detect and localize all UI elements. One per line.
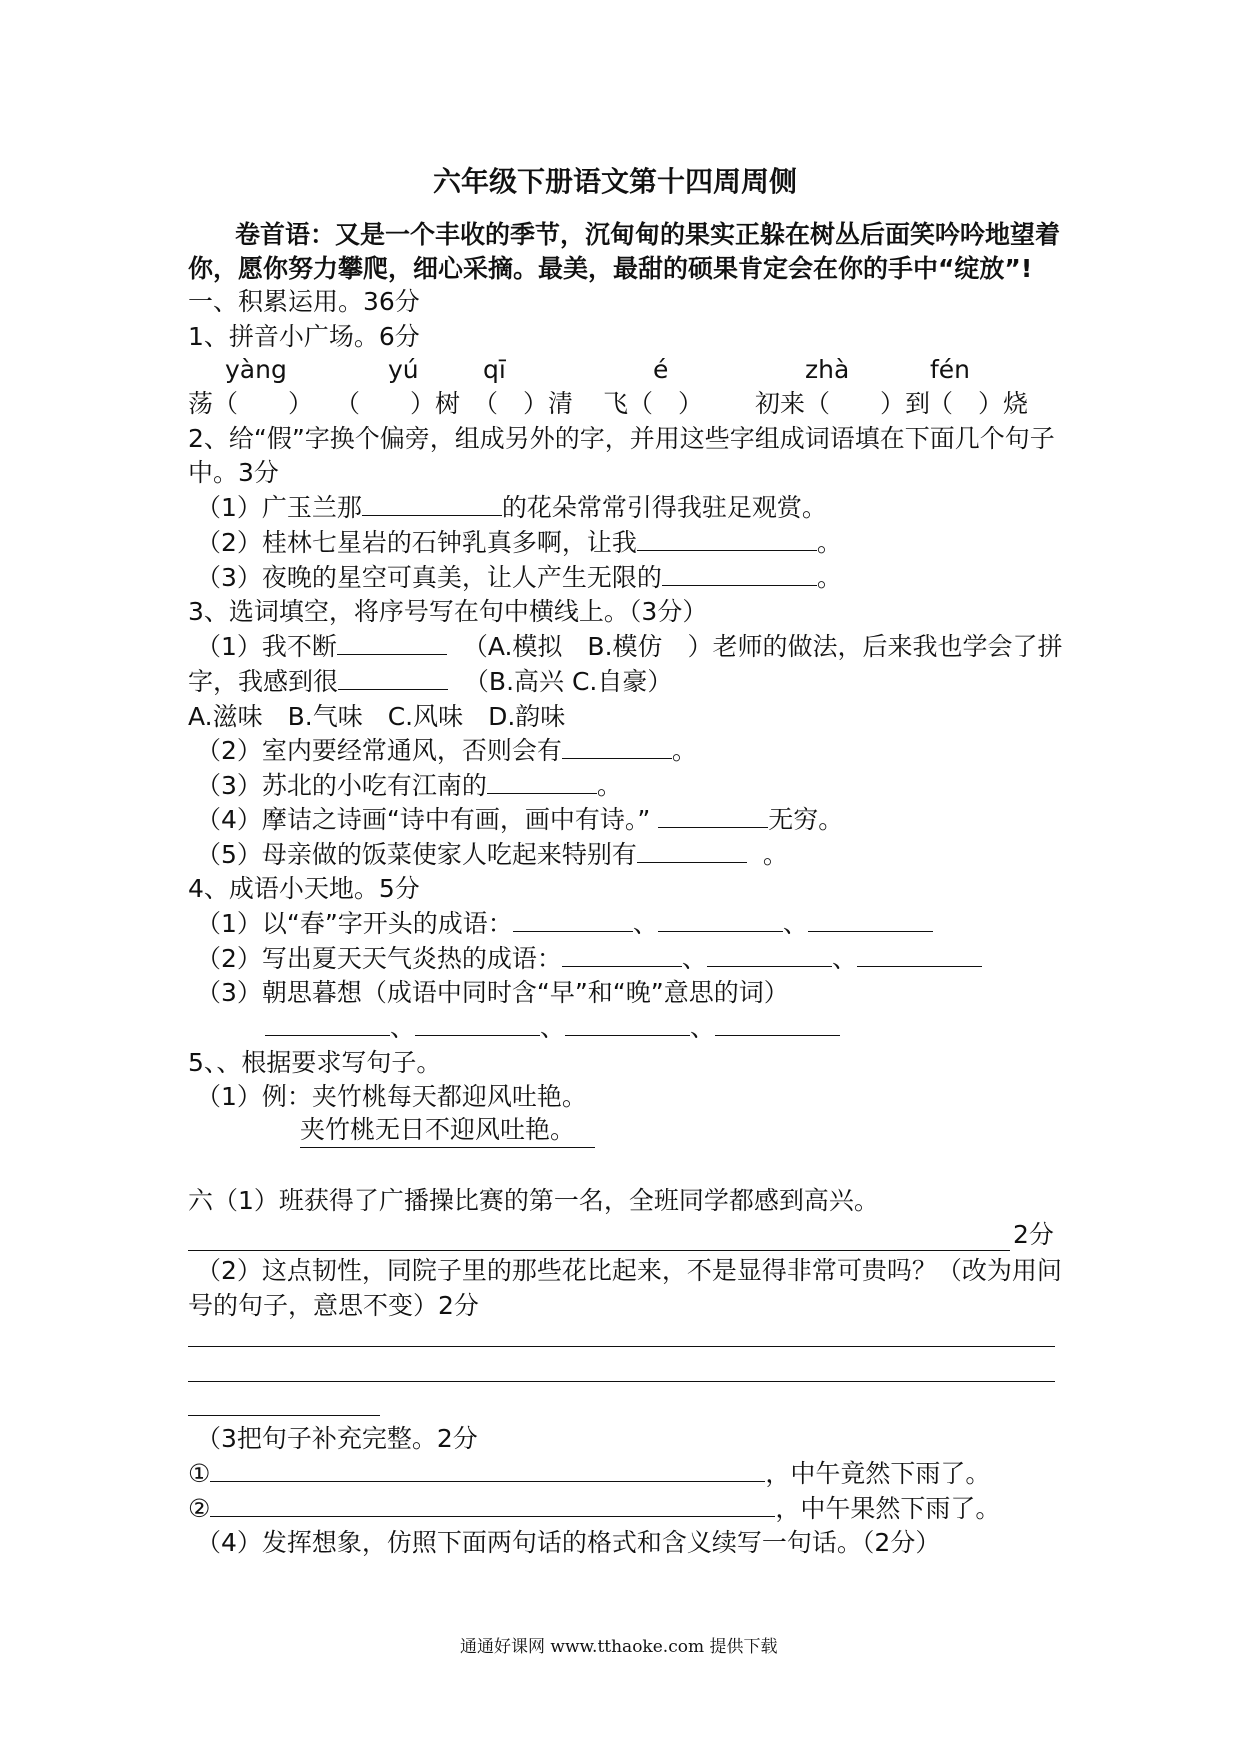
q3-s1-c: 字，我感到很 bbox=[188, 667, 339, 696]
q5-s3-item2-num: ② bbox=[188, 1494, 211, 1523]
q4-s2-blank-2[interactable] bbox=[707, 942, 832, 967]
q5-example-answer: 夹竹桃无日不迎风吐艳。 bbox=[300, 1113, 595, 1148]
q3-sentence-1b bbox=[188, 665, 672, 699]
q4-s1: （1）以“春”字开头的成语： bbox=[196, 909, 513, 938]
q4-sep: 、 bbox=[390, 1013, 416, 1042]
q3-sentence-1a bbox=[196, 630, 1063, 664]
q4-sentence-3-blanks bbox=[265, 1011, 840, 1045]
q3-s1-a: （1）我不断 bbox=[196, 632, 337, 661]
pinyin-3: qī bbox=[483, 355, 506, 384]
page-footer: 通通好课网 www.tthaoke.com 提供下载 bbox=[460, 1637, 778, 1657]
q5-s3-item-2 bbox=[188, 1492, 1000, 1526]
q3-s3-pre: （3）苏北的小吃有江南的 bbox=[196, 771, 487, 800]
q4-sep: 、 bbox=[681, 944, 707, 973]
preface-line-1: 卷首语：又是一个丰收的季节，沉甸甸的果实正躲在树丛后面笑吟吟地望着 bbox=[235, 220, 1061, 249]
pinyin-4: é bbox=[653, 355, 669, 384]
preface-line-2: 你，愿你努力攀爬，细心采摘。最美，最甜的硕果肯定会在你的手中“绽放”! bbox=[188, 254, 1033, 283]
q4-heading: 4、成语小天地。5分 bbox=[188, 874, 420, 903]
q4-sentence-2 bbox=[196, 942, 982, 976]
q3-s3-blank[interactable] bbox=[487, 769, 597, 794]
q3-s4-post: 无穷。 bbox=[768, 805, 844, 834]
q5-points: 2分 bbox=[1013, 1220, 1054, 1249]
q4-s1-blank-3[interactable] bbox=[808, 907, 933, 932]
q4-sep: 、 bbox=[540, 1013, 566, 1042]
q3-s2-pre: （2）室内要经常通风，否则会有 bbox=[196, 736, 562, 765]
q4-s3-blank-4[interactable] bbox=[715, 1011, 840, 1036]
q5-s3-item1-blank[interactable] bbox=[210, 1457, 765, 1482]
q4-sep: 、 bbox=[632, 909, 658, 938]
q3-options: A.滋味 B.气味 C.风味 D.韵味 bbox=[188, 702, 566, 731]
q2-heading-b: 中。3分 bbox=[188, 458, 279, 487]
q4-sentence-1 bbox=[196, 907, 933, 941]
q3-s2-blank[interactable] bbox=[562, 734, 672, 759]
section-1-heading: 一、积累运用。36分 bbox=[188, 287, 420, 316]
q2-s1-pre: （1）广玉兰那 bbox=[196, 493, 362, 522]
q4-s2-blank-3[interactable] bbox=[857, 942, 982, 967]
q4-s1-blank-2[interactable] bbox=[658, 907, 783, 932]
pinyin-1: yàng bbox=[225, 355, 287, 384]
q5-s3-item-1 bbox=[188, 1457, 990, 1491]
q2-s3-blank[interactable] bbox=[662, 561, 817, 586]
q3-s4-pre: （4）摩诘之诗画“诗中有画，画中有诗。” bbox=[196, 805, 651, 834]
q2-sentence-1 bbox=[196, 491, 827, 525]
q2-sentence-3 bbox=[196, 561, 842, 595]
q3-s4-blank[interactable] bbox=[658, 803, 768, 828]
q3-sentence-4 bbox=[196, 803, 843, 837]
q1-item-2: （ ）树 bbox=[335, 389, 461, 418]
q4-sep: 、 bbox=[831, 944, 857, 973]
q5-s2-answer-line-2[interactable] bbox=[188, 1381, 1055, 1382]
q5-s3-item2-blank[interactable] bbox=[210, 1492, 775, 1517]
q3-sentence-5 bbox=[196, 838, 788, 872]
q1-heading: 1、拼音小广场。6分 bbox=[188, 322, 420, 351]
q3-sentence-3 bbox=[196, 769, 622, 803]
pinyin-5: zhà bbox=[805, 355, 850, 384]
q4-s2: （2）写出夏天天气炎热的成语： bbox=[196, 944, 562, 973]
q3-s1-blank-2[interactable] bbox=[338, 665, 448, 690]
q1-item-6: （ ）烧 bbox=[928, 389, 1029, 418]
q3-s3-post: 。 bbox=[596, 771, 622, 800]
q5-sentence: 六（1）班获得了广播操比赛的第一名，全班同学都感到高兴。 bbox=[188, 1186, 879, 1215]
q2-s1-post: 的花朵常常引得我驻足观赏。 bbox=[501, 493, 827, 522]
q3-s1-blank-1[interactable] bbox=[337, 630, 447, 655]
q3-s5-post: 。 bbox=[762, 840, 788, 869]
q5-heading: 5、、根据要求写句子。 bbox=[188, 1048, 442, 1077]
q2-s2-blank[interactable] bbox=[637, 526, 817, 551]
q3-s1-d: （B.高兴 C.自豪） bbox=[463, 667, 673, 696]
q5-s2-line-b: 号的句子，意思不变）2分 bbox=[188, 1291, 479, 1320]
q5-s2-answer-line-3[interactable] bbox=[188, 1415, 380, 1416]
q1-item-5: 初来（ ）到 bbox=[755, 389, 931, 418]
q2-s3-pre: （3）夜晚的星空可真美，让人产生无限的 bbox=[196, 563, 662, 592]
q5-s3-item1-post: ，中午竟然下雨了。 bbox=[765, 1459, 991, 1488]
q4-sentence-3: （3）朝思暮想（成语中同时含“早”和“晚”意思的词） bbox=[196, 978, 789, 1007]
q1-item-1: 荡（ ） bbox=[188, 389, 314, 418]
q4-sep: 、 bbox=[690, 1013, 716, 1042]
q3-s2-post: 。 bbox=[671, 736, 697, 765]
q5-s4: （4）发挥想象，仿照下面两句话的格式和含义续写一句话。（2分） bbox=[196, 1528, 941, 1557]
q4-s3-blank-1[interactable] bbox=[265, 1011, 390, 1036]
q2-s2-post: 。 bbox=[816, 528, 842, 557]
pinyin-2: yú bbox=[388, 355, 419, 384]
q2-s3-post: 。 bbox=[816, 563, 842, 592]
q2-heading-a: 2、给“假”字换个偏旁，组成另外的字，并用这些字组成词语填在下面几个句子 bbox=[188, 424, 1055, 453]
q3-heading: 3、选词填空，将序号写在句中横线上。（3分） bbox=[188, 597, 708, 626]
pinyin-6: fén bbox=[930, 355, 971, 384]
q5-example-label: （1）例：夹竹桃每天都迎风吐艳。 bbox=[196, 1082, 587, 1111]
q3-s5-pre: （5）母亲做的饭菜使家人吃起来特别有 bbox=[196, 840, 637, 869]
q5-s3-item1-num: ① bbox=[188, 1459, 211, 1488]
q4-s2-blank-1[interactable] bbox=[562, 942, 682, 967]
q4-sep: 、 bbox=[782, 909, 808, 938]
q5-s2-line-a: （2）这点韧性，同院子里的那些花比起来，不是显得非常可贵吗？（改为用问 bbox=[196, 1256, 1062, 1285]
q1-item-4: 飞（ ） bbox=[603, 389, 704, 418]
q5-s3-heading: （3把句子补充完整。2分 bbox=[196, 1424, 478, 1453]
q4-s3-blank-2[interactable] bbox=[415, 1011, 540, 1036]
q4-s1-blank-1[interactable] bbox=[513, 907, 633, 932]
q2-s1-blank[interactable] bbox=[362, 491, 502, 516]
q1-item-3: （ ）清 bbox=[473, 389, 574, 418]
q5-answer-line-1[interactable] bbox=[188, 1250, 1010, 1251]
q2-sentence-2 bbox=[196, 526, 842, 560]
q3-s1-b: （A.模拟 B.模仿 ）老师的做法，后来我也学会了拼 bbox=[462, 632, 1063, 661]
q3-s5-blank[interactable] bbox=[637, 838, 747, 863]
q5-s2-answer-line-1[interactable] bbox=[188, 1346, 1055, 1347]
q3-sentence-2 bbox=[196, 734, 697, 768]
q2-s2-pre: （2）桂林七星岩的石钟乳真多啊，让我 bbox=[196, 528, 637, 557]
q4-s3-blank-3[interactable] bbox=[565, 1011, 690, 1036]
page-title: 六年级下册语文第十四周周侧 bbox=[433, 165, 798, 198]
q5-s3-item2-post: ，中午果然下雨了。 bbox=[775, 1494, 1001, 1523]
